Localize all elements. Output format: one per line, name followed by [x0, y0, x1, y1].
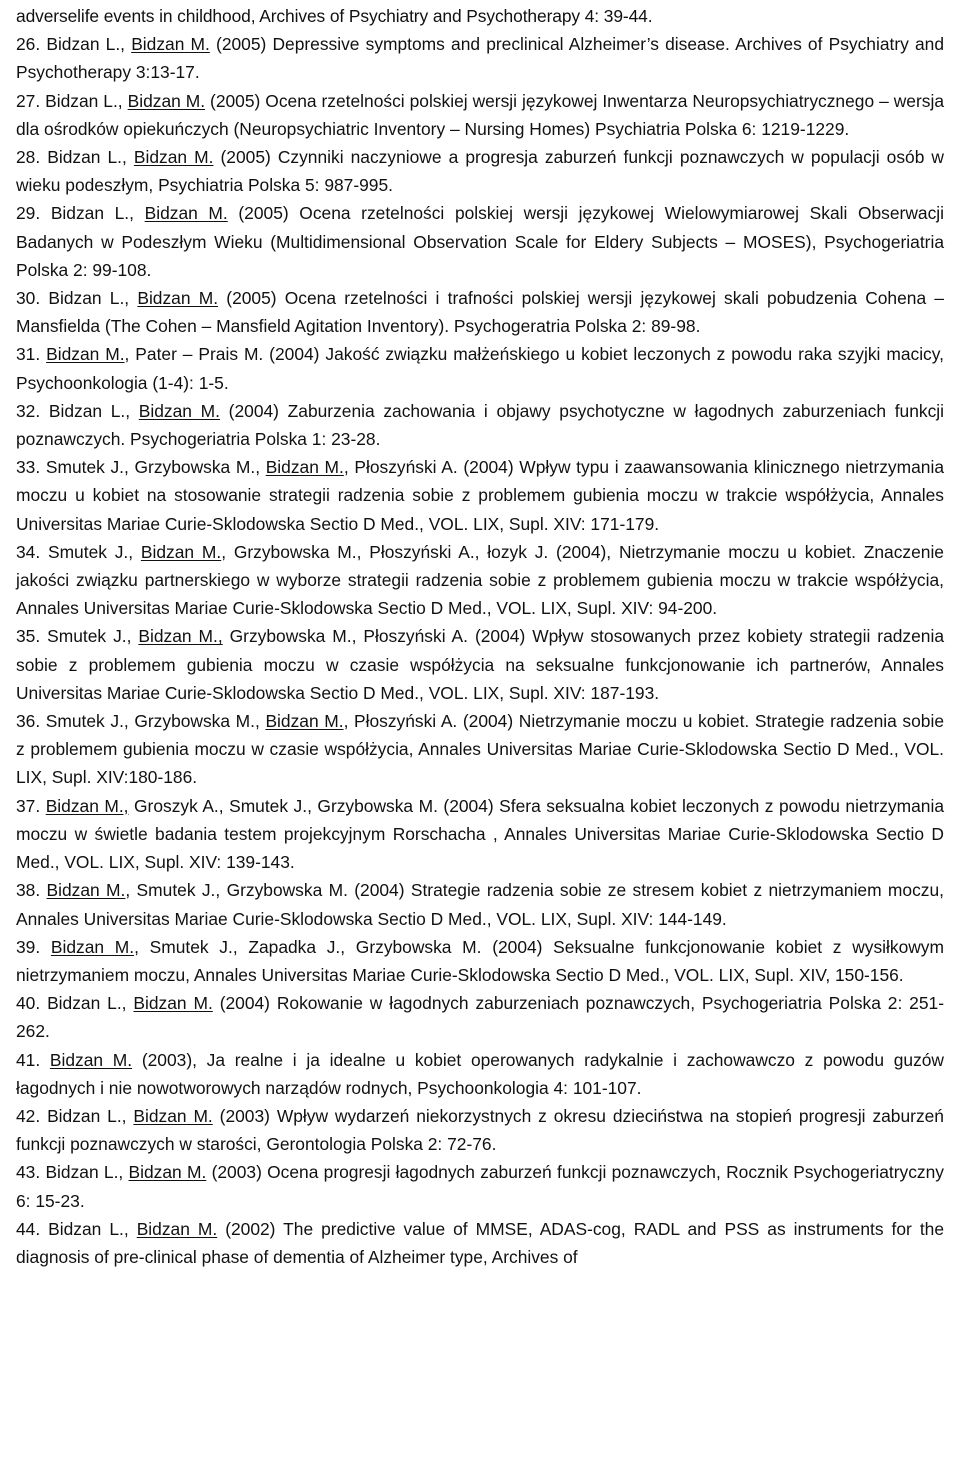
highlighted-author: Bidzan M. [138, 400, 220, 421]
reference-item [16, 284, 944, 340]
reference-text: 42. Bidzan L., [16, 1105, 134, 1126]
reference-text: 32. Bidzan L., [16, 400, 139, 421]
reference-item [16, 538, 944, 623]
highlighted-author: Bidzan M., [45, 795, 129, 816]
reference-text: (2003) Ocena progresji łagodnych zaburzeń funkcji poznawczych, Rocznik Psychogeriatryczny 6: 15-23. [16, 1162, 944, 1211]
reference-text: (2005) Ocena rzetelności i trafności polskiej wersji językowej skali pobudzenia Cohena – Mansfielda (The Cohen – Mansfield Agitation Inventory). Psychogeratria Polska 2: 89-98. [16, 288, 945, 337]
reference-text: , Smutek J., Grzybowska M. (2004) Strategie radzenia sobie ze stresem kobiet z nietrzymaniem moczu, Annales Universitas Mariae Curie-Sklodowska Sectio D Med., VOL. LIX, Supl. XIV: 144-149. [16, 880, 944, 929]
reference-item [16, 1215, 944, 1271]
reference-text: , Płoszyński A. (2004) Nietrzymanie moczu u kobiet. Strategie radzenia sobie z problemem gubienia moczu w czasie współżycia, Annales Universitas Mariae Curie-Sklodowska Sectio D Med., VOL. LIX, Supl. XIV:180-186. [16, 711, 945, 788]
reference-text: 29. Bidzan L., [16, 203, 145, 224]
reference-text: 27. Bidzan L., [16, 90, 128, 111]
highlighted-author: Bidzan M., [138, 626, 223, 647]
highlighted-author: Bidzan M. [265, 711, 344, 732]
reference-list [16, 2, 944, 1271]
highlighted-author: Bidzan M. [133, 147, 214, 168]
highlighted-author: Bidzan M. [133, 1105, 213, 1126]
reference-item [16, 1158, 944, 1214]
reference-text: 39. [16, 936, 51, 957]
reference-item [16, 143, 944, 199]
reference-text: 44. Bidzan L., [16, 1218, 137, 1239]
reference-text: 31. [16, 344, 47, 365]
highlighted-author: Bidzan M. [137, 288, 219, 309]
reference-text: 35. Smutek J., [16, 626, 139, 647]
highlighted-author: Bidzan M. [49, 1049, 133, 1070]
reference-text: (2005) Ocena rzetelności polskiej wersji językowej Wielowymiarowej Skali Obserwacji Badanych w Podeszłym Wieku (Multidimensional Observation Scale for Eldery Subjects – MOSES), Psychogeriatria Polska 2: 99-108. [16, 203, 944, 280]
reference-text: 36. Smutek J., Grzybowska M., [16, 711, 266, 732]
reference-item [16, 397, 944, 453]
highlighted-author: Bidzan M. [133, 993, 213, 1014]
reference-text: (2005) Depressive symptoms and preclinical Alzheimer’s disease. Archives of Psychiatry and Psychotherapy 3:13-17. [16, 34, 945, 83]
reference-item [16, 989, 944, 1045]
reference-item [16, 933, 944, 989]
highlighted-author: Bidzan M. [140, 541, 222, 562]
reference-text: , Pater – Prais M. (2004) Jakość związku małżeńskiego u kobiet leczonych z powodu raka szyjki macicy, Psychoonkologia (1-4): 1-5. [16, 344, 944, 393]
highlighted-author: Bidzan M. [46, 880, 126, 901]
reference-text: 37. [16, 795, 46, 816]
highlighted-author: Bidzan M. [127, 90, 206, 111]
reference-text: 34. Smutek J., [16, 541, 141, 562]
reference-item [16, 199, 944, 284]
reference-item [16, 1046, 944, 1102]
reference-text: (2005) Ocena rzetelności polskiej wersji językowej Inwentarza Neuropsychiatrycznego – wersja dla ośrodków opiekuńczych (Neuropsychiatric Inventory – Nursing Homes) Psychiatria Polska 6: 1219-1229. [16, 90, 944, 139]
reference-text: , Smutek J., Zapadka J., Grzybowska M. (2004) Seksualne funkcjonowanie kobiet z wysiłkowym nietrzymaniem moczu, Annales Universitas Mariae Curie-Sklodowska Sectio D Med., VOL. LIX, Supl. XIV, 150-156. [16, 936, 944, 985]
reference-text: 38. [16, 880, 47, 901]
reference-text: 33. Smutek J., Grzybowska M., [16, 457, 266, 478]
reference-text: adverselife events in childhood, Archives of Psychiatry and Psychotherapy 4: 39-44. [16, 6, 653, 26]
highlighted-author: Bidzan M. [50, 936, 135, 957]
reference-text: 28. Bidzan L., [16, 147, 134, 168]
reference-text: (2003), Ja realne i ja idealne u kobiet operowanych radykalnie i zachowawczo z powodu guzów łagodnych i nie nowotworowych narządów rodnych, Psychoonkologia 4: 101-107. [16, 1049, 944, 1098]
reference-item [16, 876, 944, 932]
highlighted-author: Bidzan M. [46, 344, 125, 365]
reference-text: 40. Bidzan L., [16, 993, 134, 1014]
reference-text: , Płoszyński A. (2004) Wpływ typu i zaawansowania klinicznego nietrzymania moczu u kobiet na stosowanie strategii radzenia sobie z problemem gubienia moczu w trakcie współżycia, Annales Universitas Mariae Curie-Sklodowska Sectio D Med., VOL. LIX, Supl. XIV: 171-179. [16, 457, 944, 534]
reference-text: Grzybowska M., Płoszyński A. (2004) Wpływ stosowanych przez kobiety strategii radzenia sobie z problemem gubienia moczu w czasie współżycia na seksualne funkcjonowanie ich partnerów, Annales Universitas Mariae Curie-Sklodowska Sectio D Med., VOL. LIX, Supl. XIV: 187-193. [16, 626, 944, 703]
reference-item [16, 87, 944, 143]
reference-text: (2002) The predictive value of MMSE, ADAS-cog, RADL and PSS as instruments for the diagnosis of pre-clinical phase of dementia of Alzheimer type, Archives of [16, 1218, 944, 1267]
reference-item [16, 1102, 944, 1158]
reference-text: (2004) Zaburzenia zachowania i objawy psychotyczne w łagodnych zaburzeniach funkcji poznawczych. Psychogeriatria Polska 1: 23-28. [16, 400, 944, 450]
reference-text: (2003) Wpływ wydarzeń niekorzystnych z okresu dzieciństwa na stopień progresji zaburzeń funkcji poznawczych w starości, Gerontologia Polska 2: 72-76. [16, 1105, 944, 1155]
reference-text: (2004) Rokowanie w łagodnych zaburzeniach poznawczych, Psychogeriatria Polska 2: 251-262. [16, 993, 944, 1042]
highlighted-author: Bidzan M. [128, 1162, 207, 1183]
reference-text: 41. [16, 1049, 50, 1070]
reference-item [16, 2, 944, 30]
reference-text: Groszyk A., Smutek J., Grzybowska M. (2004) Sfera seksualna kobiet leczonych z powodu nietrzymania moczu w świetle badania testem projekcyjnym Rorschacha , Annales Universitas Mariae Curie-Sklodowska Sectio D Med., VOL. LIX, Supl. XIV: 139-143. [16, 795, 945, 873]
highlighted-author: Bidzan M. [131, 34, 210, 55]
highlighted-author: Bidzan M. [136, 1218, 218, 1239]
reference-item [16, 340, 944, 396]
highlighted-author: Bidzan M. [265, 457, 344, 478]
reference-text: 43. Bidzan L., [16, 1162, 129, 1183]
reference-text: (2005) Czynniki naczyniowe a progresja zaburzeń funkcji poznawczych w populacji osób w wieku podeszłym, Psychiatria Polska 5: 987-995. [16, 147, 944, 196]
reference-text: 26. Bidzan L., [16, 34, 132, 55]
reference-item [16, 453, 944, 538]
reference-item [16, 707, 944, 792]
highlighted-author: Bidzan M. [144, 203, 228, 224]
reference-item [16, 792, 944, 877]
reference-item [16, 622, 944, 707]
reference-text: , Grzybowska M., Płoszyński A., łozyk J. (2004), Nietrzymanie moczu u kobiet. Znaczenie jakości związku partnerskiego w wyborze strategii radzenia sobie z problemem gubienia moczu w trakcie współżycia, Annales Universitas Mariae Curie-Sklodowska Sectio D Med., VOL. LIX, Supl. XIV: 94-200. [16, 541, 944, 619]
reference-item [16, 30, 944, 86]
reference-text: 30. Bidzan L., [16, 288, 138, 309]
